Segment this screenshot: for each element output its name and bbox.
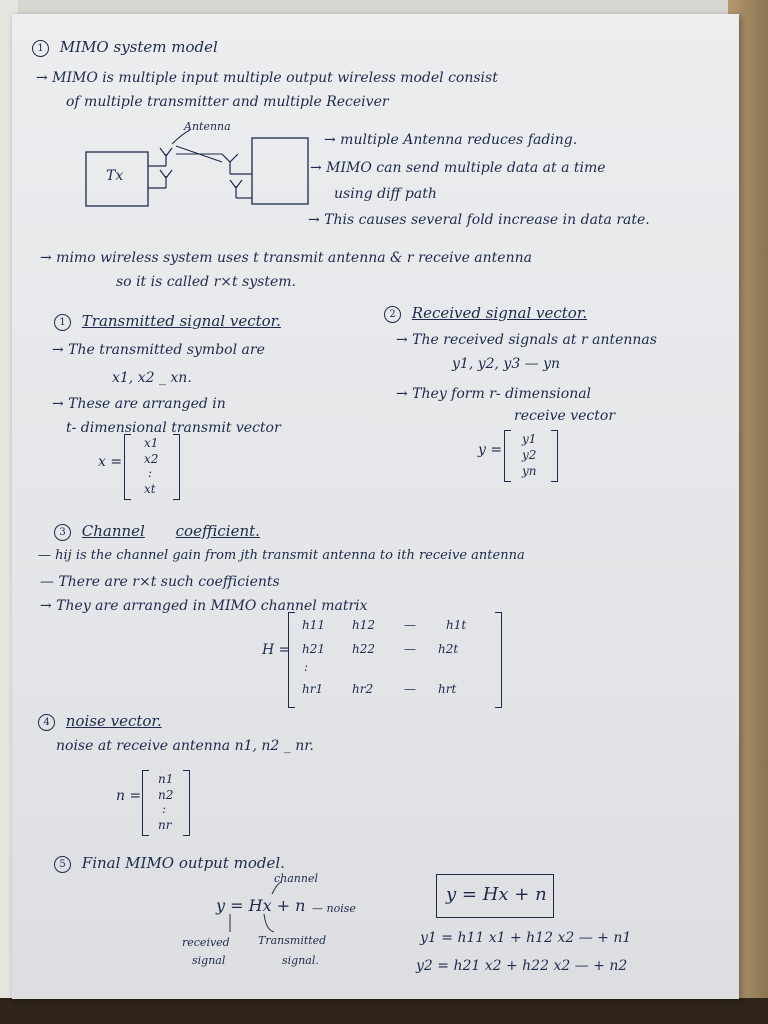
section-1-heading: [54, 312, 281, 331]
section-3-number: 3: [54, 524, 71, 541]
n-vector-entry: n1: [158, 772, 174, 786]
point-3: using diff path: [334, 186, 437, 202]
system-line-2: so it is called r×t system.: [116, 274, 296, 290]
n-vector-dots: :: [162, 802, 167, 816]
h-entry: h12: [352, 618, 375, 632]
h-entry: —: [404, 618, 416, 632]
s1-line-2: x1, x2 _ xn.: [112, 370, 192, 386]
received-annotation: received: [182, 936, 230, 949]
x-vector-dots: :: [148, 466, 153, 480]
section-0-number: 1: [32, 40, 49, 57]
boxed-equation: y = Hx + n: [446, 884, 547, 905]
output-equation: y = Hx + n: [216, 896, 306, 915]
s2-line-3: → They form r- dimensional: [396, 386, 592, 402]
channel-annotation: channel: [274, 872, 318, 885]
h-entry: h2t: [438, 642, 459, 656]
point-4: → This causes several fold increase in data rate.: [308, 212, 650, 228]
h-entry: —: [404, 642, 416, 656]
x-vector-label: x =: [98, 454, 123, 470]
section-1-title: Transmitted signal vector.: [81, 312, 281, 330]
s1-line-3: → These are arranged in: [52, 396, 226, 412]
section-3-title-1: Channel: [81, 522, 145, 540]
s3-line-2: — There are r×t such coefficients: [40, 574, 280, 590]
y-vector-entry: yn: [522, 464, 537, 478]
y-vector-entry: y1: [522, 432, 537, 446]
channel-matrix: [288, 612, 502, 708]
noise-annotation: — noise: [312, 902, 356, 915]
section-5-title: Final MIMO output model.: [81, 854, 285, 872]
h-entry: h21: [302, 642, 325, 656]
n-vector-label: n =: [116, 788, 142, 804]
section-2-number: 2: [384, 306, 401, 323]
y-vector-matrix: [504, 430, 558, 482]
h-entry: h11: [302, 618, 325, 632]
antenna-label: Antenna: [184, 120, 231, 133]
s3-line-1: — hij is the channel gain from jth transmit antenna to ith receive antenna: [38, 548, 525, 563]
h-entry: hrt: [438, 682, 457, 696]
h-entry: hr1: [302, 682, 324, 696]
section-4-heading: [38, 712, 162, 731]
s2-line-1: → The received signals at r antennas: [396, 332, 657, 348]
rx-box: [252, 138, 308, 204]
transmitted-signal-annotation: signal.: [282, 954, 319, 967]
section-2-heading: [384, 304, 587, 323]
section-3-heading: [54, 522, 260, 541]
expanded-equation-2: y2 = h21 x2 + h22 x2 — + n2: [416, 958, 628, 974]
background-bottom: [0, 998, 768, 1024]
section-4-number: 4: [38, 714, 55, 731]
transmitted-annotation: Transmitted: [258, 934, 327, 947]
section-1-number: 1: [54, 314, 71, 331]
n-vector-entry: nr: [158, 818, 172, 832]
x-vector-entry: xt: [144, 482, 156, 496]
section-5-number: 5: [54, 856, 71, 873]
section-0-heading: [32, 38, 218, 57]
point-2: → MIMO can send multiple data at a time: [310, 160, 606, 176]
x-vector-entry: x2: [144, 452, 159, 466]
x-vector-matrix: [124, 434, 180, 500]
x-vector-entry: x1: [144, 436, 159, 450]
h-entry: h1t: [446, 618, 467, 632]
n-vector-matrix: [142, 770, 190, 836]
y-vector-entry: y2: [522, 448, 537, 462]
s2-line-2: y1, y2, y3 — yn: [452, 356, 561, 372]
s1-line-4: t- dimensional transmit vector: [66, 420, 281, 436]
system-line-1: → mimo wireless system uses t transmit antenna & r receive antenna: [40, 250, 532, 266]
h-dots: :: [304, 660, 309, 674]
y-vector-label: y =: [478, 442, 503, 458]
h-entry: hr2: [352, 682, 374, 696]
section-0-title: MIMO system model: [59, 38, 218, 56]
section-5-heading: [54, 854, 285, 873]
n-vector-entry: n2: [158, 788, 174, 802]
notebook-page: [12, 14, 739, 999]
section-4-title: noise vector.: [65, 712, 162, 730]
h-entry: h22: [352, 642, 375, 656]
received-signal-annotation: signal: [192, 954, 226, 967]
s1-line-1: → The transmitted symbol are: [52, 342, 265, 358]
h-matrix-label: H =: [262, 642, 291, 658]
intro-line-1: → MIMO is multiple input multiple output wireless model consist: [36, 70, 498, 86]
section-2-title: Received signal vector.: [411, 304, 588, 322]
s4-line-1: noise at receive antenna n1, n2 _ nr.: [56, 738, 314, 754]
s3-line-3: → They are arranged in MIMO channel matrix: [40, 598, 368, 614]
h-entry: —: [404, 682, 416, 696]
tx-label: Tx: [106, 168, 124, 184]
point-1: → multiple Antenna reduces fading.: [324, 132, 578, 148]
intro-line-2: of multiple transmitter and multiple Receiver: [66, 94, 389, 110]
expanded-equation-1: y1 = h11 x1 + h12 x2 — + n1: [420, 930, 632, 946]
s2-line-4: receive vector: [514, 408, 616, 424]
section-3-title-2: coefficient.: [175, 522, 260, 540]
rx-antenna-1: [222, 154, 238, 162]
